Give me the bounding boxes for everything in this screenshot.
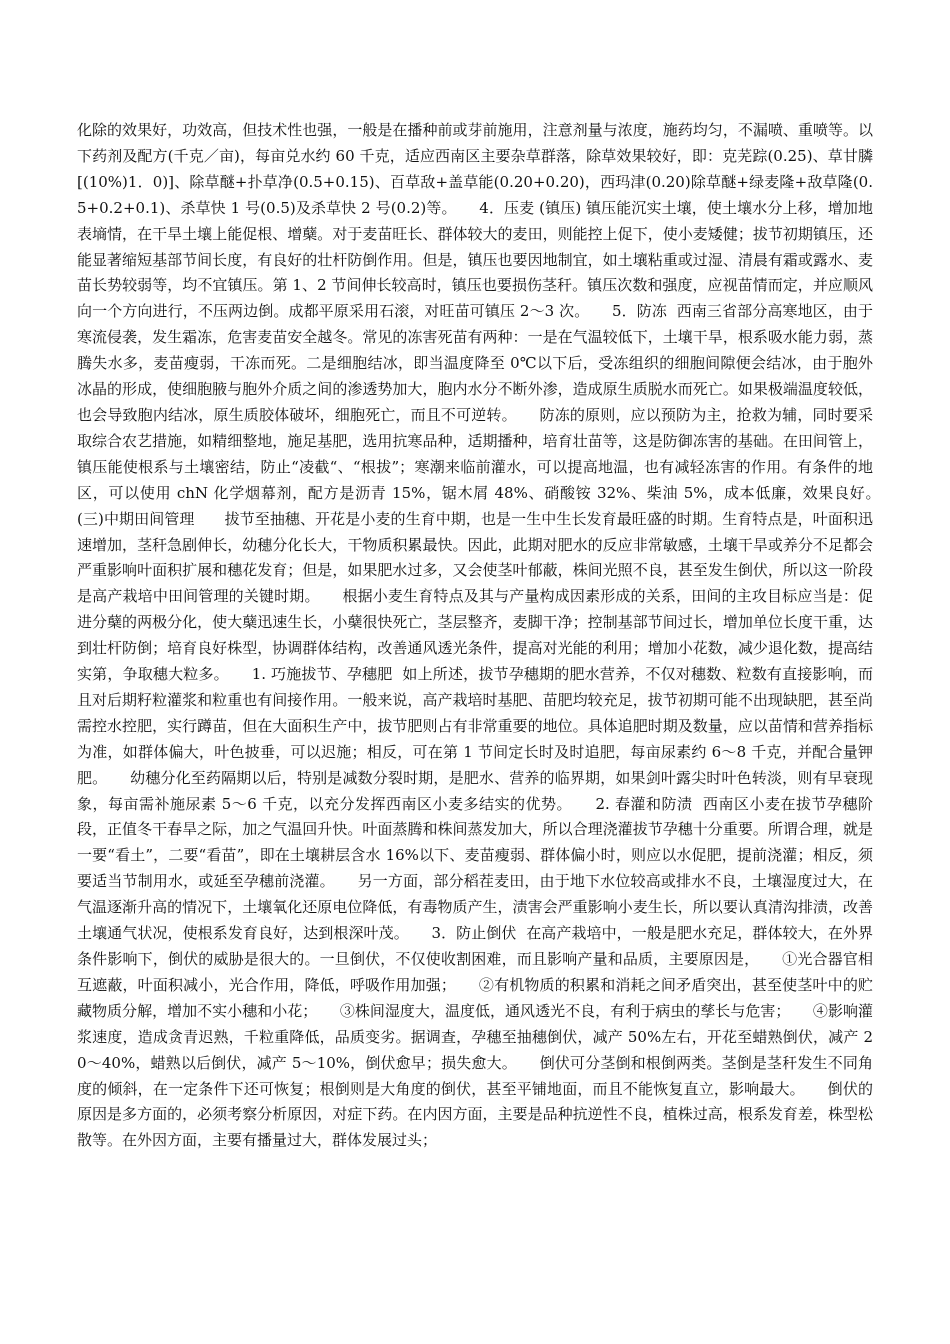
body-paragraph: 化除的效果好，功效高，但技术性也强，一般是在播种前或芽前施用，注意剂量与浓度，施药均匀，不漏喷、重喷等。以下药剂及配方(千克／亩)，每亩兑水约 60 千克，适应西南区主要杂草群落，除草效果较好，即：克芜踪(0.25)、草甘膦[(10%)1．0)]、除草醚+扑草净(0.5+0.15)、百草敌+盖草能(0.20+0.20)，西玛津(0.20)除草醚+绿麦隆+敌草隆(0.5+0.2+0.1)、杀草快 1 号(0.5)及杀草快 2 号(0.2)等。 4．压麦 (镇压) 镇压能沉实土壤，使土壤水分上移，增加地表墒情，在干旱土壤上能促根、增蘖。对于麦苗旺长、群体较大的麦田，则能控上促下，使小麦矮健；拔节初期镇压，还能显著缩短基部节间长度，有良好的壮杆防倒作用。但是，镇压也要因地制宜，如土壤粘重或过湿、清晨有霜或露水、麦苗长势较弱等，均不宜镇压。第 1、2 节间伸长较高时，镇压也要损伤茎秆。镇压次数和强度，应视苗情而定，并应顺风向一个方向进行，不压两边倒。成都平原采用石滚，对旺苗可镇压 2～3 次。 5．防冻 西南三省部分高寒地区，由于寒流侵袭，发生霜冻，危害麦苗安全越冬。常见的冻害死苗有两种：一是在气温较低下，土壤干旱，根系吸水能力弱，蒸腾失水多，麦苗瘦弱，干冻而死。二是细胞结冰，即当温度降至 0℃以下后，受冻组织的细胞间隙便会结冰，由于胞外冰晶的形成，使细胞腋与胞外介质之间的渗透势加大，胞内水分不断外渗，造成原生质脱水而死亡。如果极端温度较低，也会导致胞内结冰，原生质胶体破坏，细胞死亡，而且不可逆转。 防冻的原则，应以预防为主，抢救为辅，同时要采取综合农艺措施，如精细整地，施足基肥，选用抗寒品种，适期播种，培育壮苗等，这是防御冻害的基础。在田间管上，镇压能使根系与土壤密结，防止“凌截“、“根拔”；寒潮来临前灌水，可以提高地温，也有减轻冻害的作用。有条件的地区，可以使用 chN 化学烟幕剂，配方是沥青 15%，锯木屑 48%、硝酸铵 32%、柴油 5%，成本低廉，效果良好。 (三)中期田间管理 拔节至抽穗、开花是小麦的生育中期，也是一生中生长发育最旺盛的时期。生育特点是，叶面积迅速增加，茎秆急剧伸长，幼穗分化长大，干物质积累最快。因此，此期对肥水的反应非常敏感，土壤干旱或养分不足都会严重影响叶面积扩展和穗花发育；但是，如果肥水过多，又会使茎叶郁蔽，株间光照不良，甚至发生倒伏，所以这一阶段是高产栽培中田间管理的关键时期。 根据小麦生育特点及其与产量构成因素形成的关系，田间的主攻目标应当是：促进分蘖的两极分化，使大蘖迅速生长，小蘖很快死亡，茎层整齐，麦脚干净；控制基部节间过长，增加单位长度干重，达到壮杆防倒；培育良好株型，协调群体结构，改善通风透光条件，提高对光能的利用；增加小花数，减少退化数，提高结实第，争取穗大粒多。 1. 巧施拔节、孕穗肥 如上所述，拔节孕穗期的肥水营养，不仅对穗数、粒数有直接影响，而且对后期籽粒灌浆和粒重也有间接作用。一般来说，高产栽培时基肥、苗肥均较充足，拔节初期可能不出现缺肥，甚至尚需控水控肥，实行蹲苗，但在大面积生产中，拔节肥则占有非常重要的地位。具体追肥时期及数量，应以苗情和营养指标为准，如群体偏大，叶色披垂，可以迟施；相反，可在第 1 节间定长时及时追肥，每亩尿素约 6～8 千克，并配合量钾肥。 幼穗分化至药隔期以后，特别是减数分裂时期，是肥水、营养的临界期，如果剑叶露尖时叶色转淡，则有早衰现象，每亩需补施尿素 5～6 千克，以充分发挥西南区小麦多结实的优势。 2. 春灌和防渍 西南区小麦在拔节孕穗阶段，正值冬干春旱之际，加之气温回升快。叶面蒸腾和株间蒸发加大，所以合理浇灌拔节孕穗十分重要。所谓合理，就是一要“看土”，二要“看苗”，即在土壤耕层含水 16%以下、麦苗瘦弱、群体偏小时，则应以水促肥，提前浇灌；相反，须要适当节制用水，或延至孕穗前浇灌。 另一方面，部分稻茬麦田，由于地下水位较高或排水不良，土壤湿度过大，在气温逐渐升高的情况下，土壤氧化还原电位降低，有毒物质产生，渍害会严重影响小麦生长，所以要认真清沟排渍，改善土壤通气状况，使根系发育良好，达到根深叶茂。 3．防止倒伏 在高产栽培中，一般是肥水充足，群体较大，在外界条件影响下，倒伏的威胁是很大的。一旦倒伏，不仅使收割困难，而且影响产量和品质，主要原因是， ①光合器官相互遮蔽，叶面积减小，光合作用，降低，呼吸作用加强； ②有机物质的积累和消耗之间矛盾突出，甚至使茎叶中的贮藏物质分解，增加不实小穗和小花； ③株间湿度大，温度低，通风透光不良，有利于病虫的孳长与危害； ④影响灌浆速度，造成贪青迟熟，千粒重降低，品质变劣。据调查，孕穗至抽穗倒伏，减产 50%左右，开花至蜡熟倒伏，减产 20～40%，蜡熟以后倒伏，减产 5～10%，倒伏愈早；损失愈大。 倒伏可分茎倒和根倒两类。茎倒是茎秆发生不同角度的倾斜，在一定条件下还可恢复；根倒则是大角度的倒伏，甚至平铺地面，而且不能恢复直立，影响最大。 倒伏的原因是多方面的，必须考察分析原因，对症下药。在内因方面，主要是品种抗逆性不良，植株过高，根系发育差，株型松散等。在外因方面，主要有播量过大，群体发展过头； [77,121,904,1150]
